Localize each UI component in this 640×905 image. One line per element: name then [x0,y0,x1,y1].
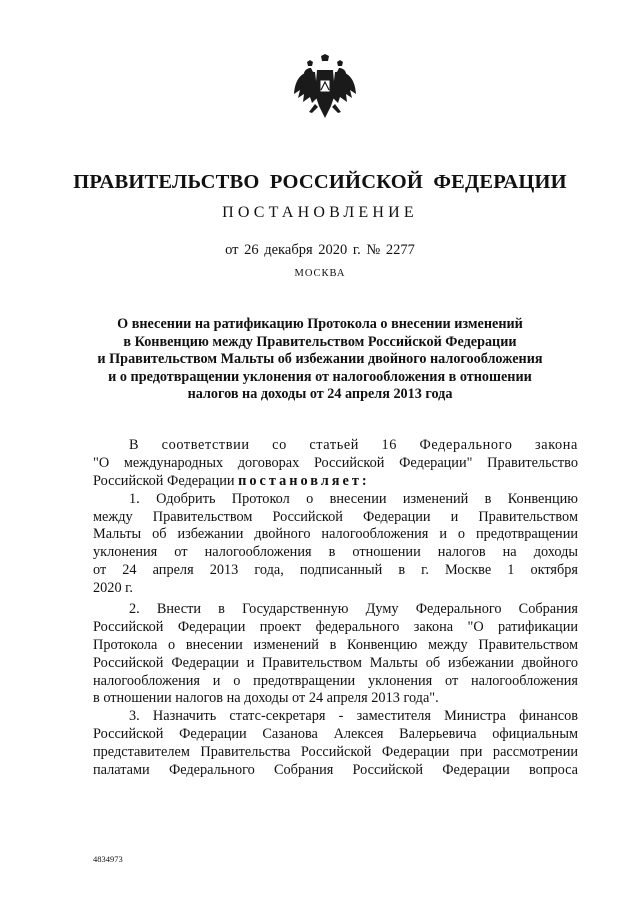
heading-line: налогов на доходы от 24 апреля 2013 года [187,386,453,403]
body-line: 2. Внести в Государственную Думу Федерального Собрания [129,601,578,618]
body-line: Мальты об избежании двойного налогообложения и о предотвращении [93,526,578,543]
document-type: ПОСТАНОВЛЕНИЕ [222,204,418,221]
body-line: 2020 г. [93,580,133,597]
body-line: представителем Правительства Российской Федерации при рассмотрении [93,744,578,761]
decree-word: постановляет: [238,472,370,489]
body-line: В соответствии со статьей 16 Федерального закона [129,437,578,453]
document-code: 4834973 [93,854,123,864]
body-line: "О международных договорах Российской Федерации" Правительство [93,454,578,471]
body-line: от 24 апреля 2013 года, подписанный в г. Москве 1 октября [93,562,578,579]
document-heading [80,316,560,404]
coat-of-arms-icon [293,54,357,130]
document-date-number: от 26 декабря 2020 г. № 2277 [225,242,415,258]
body-line [93,473,578,491]
body-line: Российской Федерации и Правительством Мальты об избежании двойного [93,654,578,671]
body-line: 1. Одобрить Протокол о внесении изменений в Конвенцию [129,490,578,507]
body-line: налогообложения и о предотвращении уклонения от налогообложения [93,672,578,689]
document-body [93,437,578,780]
heading-line: и о предотвращении уклонения от налогообложения в отношении [108,368,532,385]
body-line: в отношении налогов на доходы от 24 апреля 2013 года". [93,690,439,707]
government-title: ПРАВИТЕЛЬСТВО РОССИЙСКОЙ ФЕДЕРАЦИИ [73,171,567,193]
body-line: между Правительством Российской Федерации и Правительством [93,508,578,525]
body-line: Российской Федерации Сазанова Алексея Валерьевича официальным [93,726,578,743]
body-text: Российской Федерации [93,472,235,489]
body-line: Российской Федерации проект федерального закона "О ратификации [93,618,578,635]
document-city: МОСКВА [294,268,346,279]
body-line: уклонения от налогообложения в отношении налогов на доходы [93,544,578,561]
body-line: палатами Федерального Собрания Российской Федерации вопроса [93,762,578,779]
heading-line: в Конвенцию между Правительством Российской Федерации [123,333,517,350]
body-line: 3. Назначить статс-секретаря - заместителя Министра финансов [129,708,578,725]
heading-line: и Правительством Мальты об избежании двойного налогообложения [97,351,543,368]
heading-line: О внесении на ратификацию Протокола о внесении изменений [117,316,523,332]
body-line: Протокола о внесении изменений в Конвенцию между Правительством [93,636,578,653]
